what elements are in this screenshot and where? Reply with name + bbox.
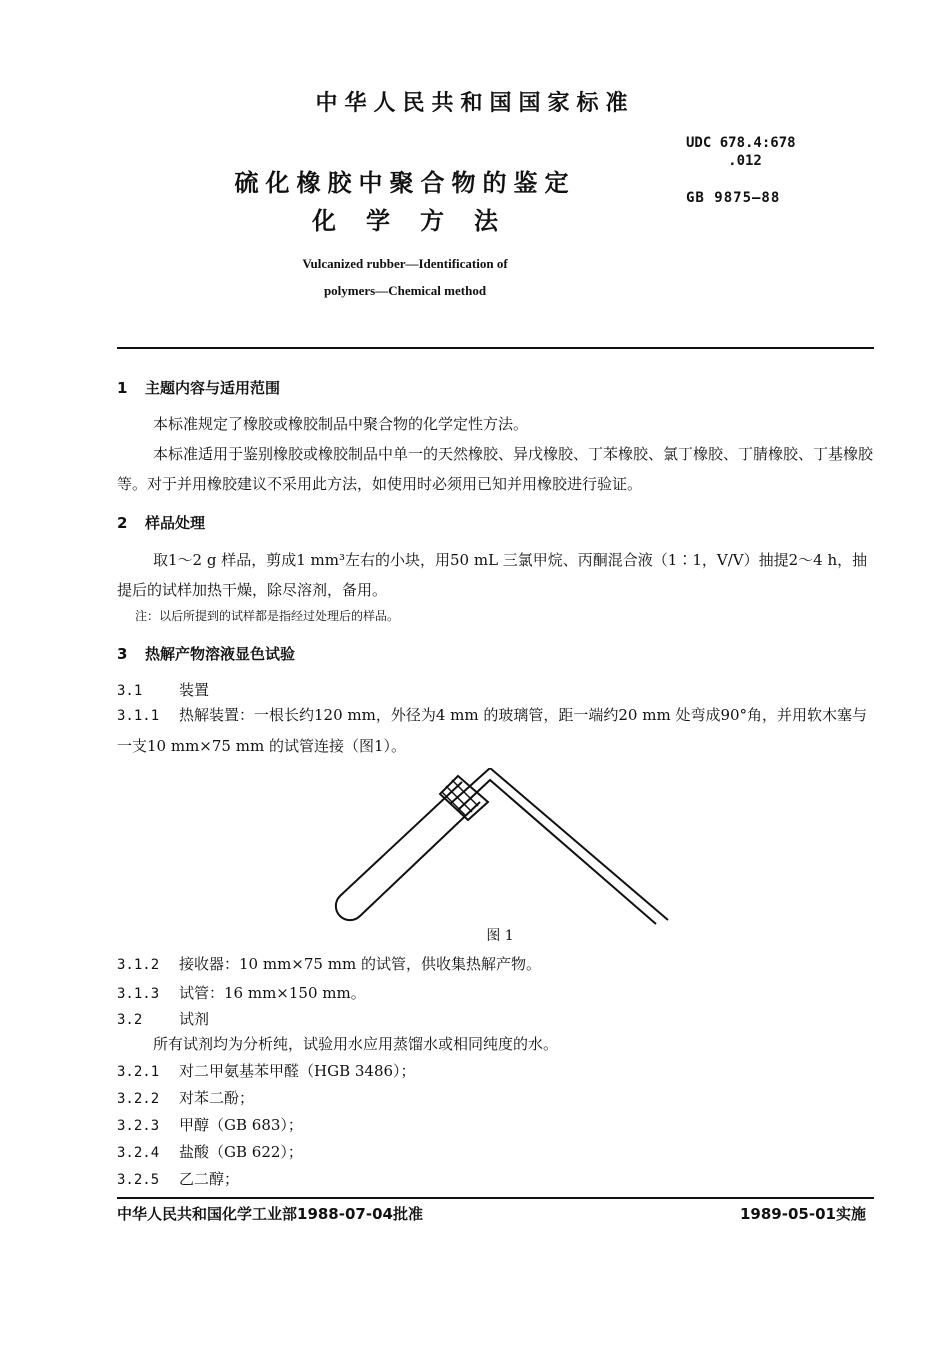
clause-3-2 [117, 1008, 209, 1029]
clause-3-2-2 [117, 1087, 254, 1108]
effective-date: 1989-05-01实施 [740, 1205, 866, 1223]
header-divider [117, 347, 874, 349]
clause-number: 3.2.5 [117, 1172, 160, 1188]
test-tube-outline [336, 782, 480, 920]
clause-3-2-4 [117, 1141, 303, 1162]
title-english-line-1: Vulcanized rubber—Identification of [302, 256, 508, 271]
section-2-note: 注：以后所提到的试样都是指经过处理后的样品。 [135, 609, 400, 623]
clause-number: 3.2.2 [117, 1091, 160, 1107]
section-title: 主题内容与适用范围 [145, 379, 281, 397]
footer-divider [117, 1197, 874, 1199]
section-2-paragraph: 取1～2 g 样品，剪成1 mm³左右的小块，用50 mL 三氯甲烷、丙酮混合液（1∶1，V/V）抽提2～4 h，抽提后的试样加热干燥，除尽溶剂，备用。 [117, 551, 868, 599]
clause-number: 3.1.3 [117, 986, 160, 1002]
clause-text: 试剂 [179, 1010, 210, 1028]
udc-line-1: UDC 678.4:678 [686, 135, 796, 151]
clause-number: 3.2.3 [117, 1118, 160, 1134]
clause-number: 3.1.1 [117, 708, 160, 724]
clause-3-1-2 [117, 953, 541, 974]
clause-3-1-3 [117, 982, 366, 1003]
section-title: 样品处理 [145, 514, 206, 532]
udc-line-2: .012 [686, 153, 762, 169]
clause-3-2-intro: 所有试剂均为分析纯，试验用水应用蒸馏水或相同纯度的水。 [153, 1035, 559, 1053]
clause-number: 3.2.1 [117, 1064, 160, 1080]
clause-3-2-3 [117, 1114, 303, 1135]
section-1-paragraph-1: 本标准规定了橡胶或橡胶制品中聚合物的化学定性方法。 [153, 415, 529, 433]
clause-text: 接收器：10 mm×75 mm 的试管，供收集热解产物。 [179, 955, 541, 973]
clause-number: 3.2.4 [117, 1145, 160, 1161]
figure-1-pyrolysis-apparatus [330, 768, 670, 930]
gb-number: GB 9875—88 [686, 190, 781, 206]
clause-3-1 [117, 679, 209, 700]
section-1-paragraph-2: 本标准适用于鉴别橡胶或橡胶制品中单一的天然橡胶、异戊橡胶、丁苯橡胶、氯丁橡胶、丁腈橡胶、丁基橡胶等。对于并用橡胶建议不采用此方法，如使用时必须用已知并用橡胶进行验证。 [117, 445, 874, 493]
approval-info: 中华人民共和国化学工业部1988-07-04批准 [117, 1205, 423, 1223]
section-title: 热解产物溶液显色试验 [145, 645, 296, 663]
clause-3-2-5 [117, 1168, 239, 1189]
clause-text: 对苯二酚； [179, 1089, 255, 1107]
clause-3-2-1 [117, 1060, 416, 1081]
section-number: 3 [117, 645, 128, 663]
title-chinese-line-2: 化学方法 [312, 207, 528, 235]
clause-number: 3.1.2 [117, 957, 160, 973]
section-2-heading [117, 512, 205, 533]
title-chinese-line-1: 硫化橡胶中聚合物的鉴定 [234, 169, 576, 197]
clause-number: 3.2 [117, 1012, 143, 1028]
section-1-heading [117, 377, 280, 398]
section-number: 2 [117, 514, 128, 532]
section-3-heading [117, 643, 295, 664]
clause-number: 3.1 [117, 683, 143, 699]
clause-text: 乙二醇； [179, 1170, 240, 1188]
clause-text: 试管：16 mm×150 mm。 [179, 984, 366, 1002]
glass-tube-outer [450, 768, 668, 920]
title-english-line-2: polymers—Chemical method [323, 283, 487, 298]
clause-text: 甲醇（GB 683）； [179, 1116, 303, 1134]
issuing-organization: 中华人民共和国国家标准 [315, 91, 635, 116]
figure-1-caption: 图 1 [486, 928, 514, 944]
clause-text: 盐酸（GB 622）； [179, 1143, 303, 1161]
section-number: 1 [117, 379, 128, 397]
clause-text: 装置 [179, 681, 210, 699]
clause-text: 热解装置：一根长约120 mm，外径为4 mm 的玻璃管，距一端约20 mm 处弯成90°角，并用软木塞与一支10 mm×75 mm 的试管连接（图1）。 [117, 706, 868, 755]
clause-3-1-1 [117, 700, 877, 761]
clause-text: 对二甲氨基苯甲醛（HGB 3486）； [179, 1062, 416, 1080]
